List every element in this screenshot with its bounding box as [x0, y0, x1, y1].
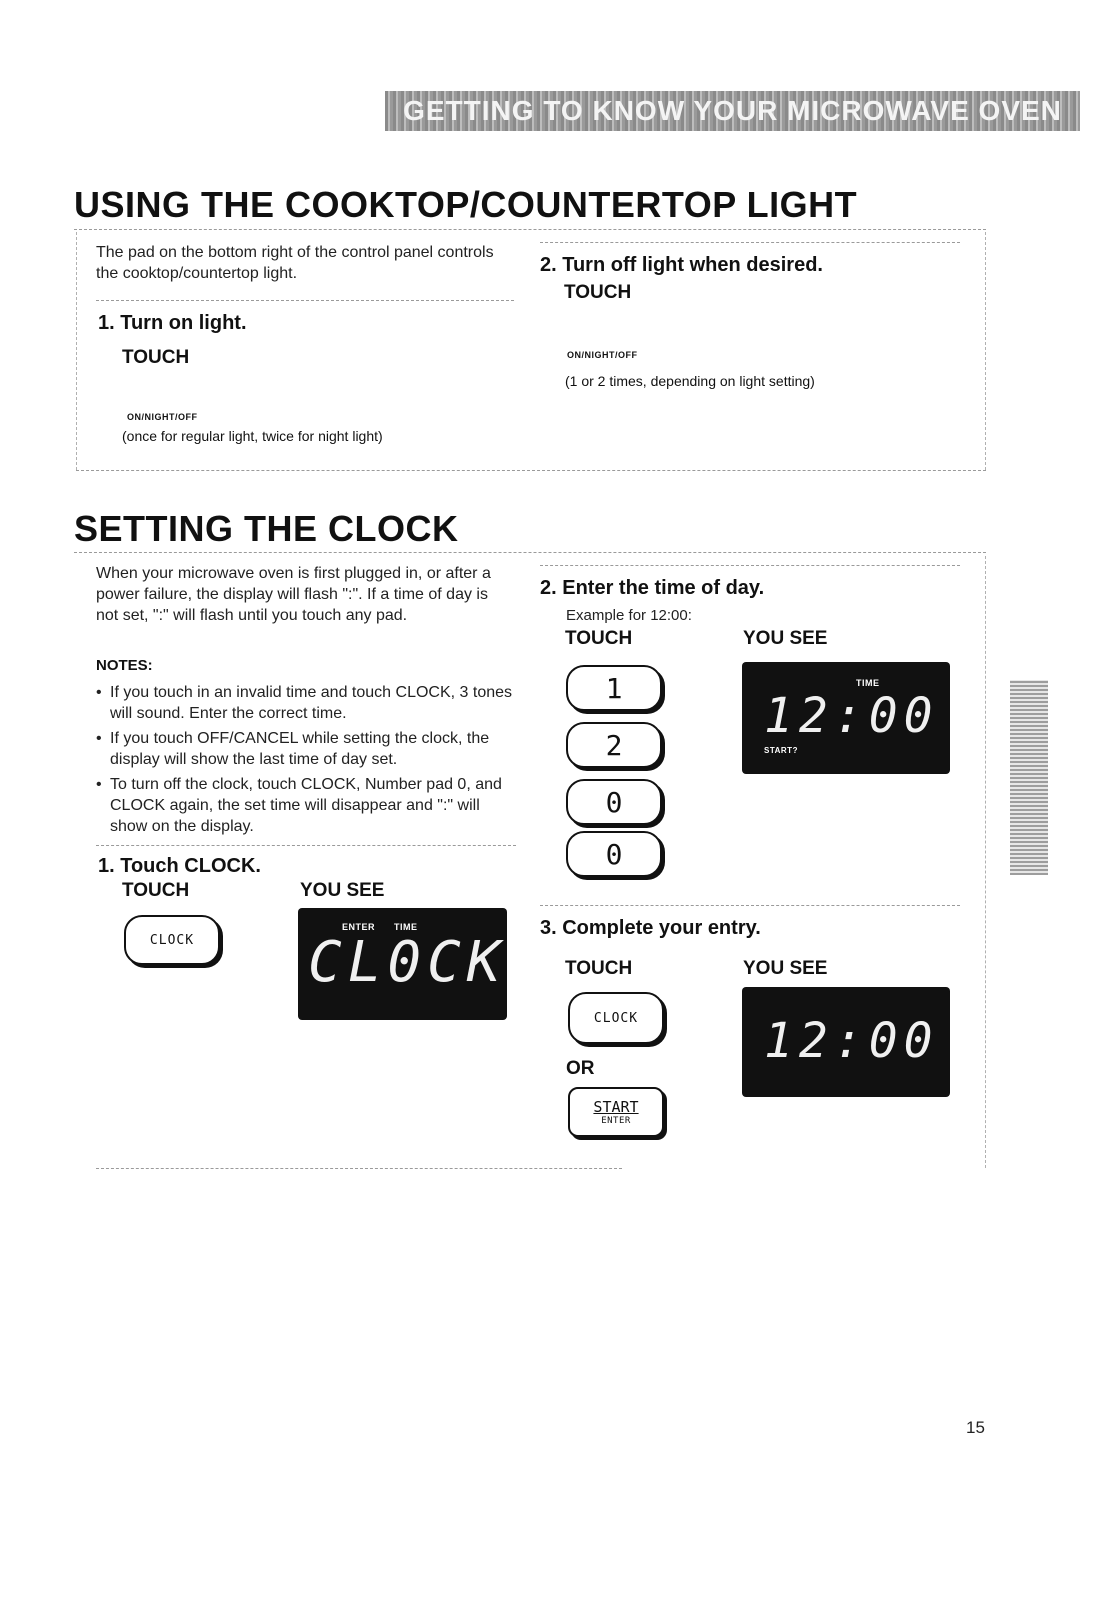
clock-step1-touch-label: TOUCH: [122, 880, 190, 901]
clock-right-rule: [540, 565, 960, 566]
note-item: • If you touch OFF/CANCEL while setting the clock, the display will show the last time of day set.: [96, 728, 521, 770]
light-step2-pad[interactable]: ON/NIGHT/OFF: [567, 350, 638, 360]
number-pad-label: 0: [605, 785, 623, 819]
light-step1-pad[interactable]: ON/NIGHT/OFF: [127, 412, 198, 422]
light-intro-rule: [96, 300, 514, 301]
notes-rule: [96, 845, 516, 846]
clock-step2-touch-label: TOUCH: [565, 628, 633, 649]
clock-step2-title: 2. Enter the time of day.: [540, 577, 765, 599]
clock-step2-you-see-label: YOU SEE: [743, 628, 828, 649]
light-step1-note: (once for regular light, twice for night light): [122, 428, 383, 444]
clock-title-rule: [74, 552, 986, 553]
clock-step2-example: Example for 12:00:: [566, 607, 692, 624]
number-pad-label: 2: [605, 728, 623, 762]
clock-button-label: CLOCK: [593, 1010, 639, 1026]
display-clock-text: CL0CK: [308, 930, 507, 995]
light-right-rule: [540, 242, 960, 243]
clock-button-label: CLOCK: [149, 932, 195, 948]
start-enter-button[interactable]: [568, 1087, 664, 1137]
light-step1-title: 1. Turn on light.: [98, 312, 247, 334]
number-pad-1[interactable]: [566, 665, 662, 711]
number-pad-label: 0: [605, 837, 623, 871]
light-step2-touch-label: TOUCH: [564, 282, 632, 303]
clock-step1-display: [298, 908, 507, 1020]
display-time-label: TIME: [394, 922, 418, 932]
side-tab-decoration: [1010, 680, 1048, 875]
display-enter-label: ENTER: [342, 922, 376, 932]
clock-step3-you-see-label: YOU SEE: [743, 958, 828, 979]
light-step2-note: (1 or 2 times, depending on light setting): [565, 373, 815, 389]
light-intro: The pad on the bottom right of the control panel controls the cooktop/countertop light.: [96, 244, 494, 282]
light-left-border: [76, 232, 77, 470]
clock-step3-touch-label: TOUCH: [565, 958, 633, 979]
light-right-border: [985, 232, 986, 470]
number-pad-label: 1: [605, 671, 623, 705]
page-number: 15: [966, 1418, 985, 1437]
display-time-label: TIME: [856, 678, 880, 688]
notes-list: [96, 682, 521, 841]
clock-button[interactable]: [124, 915, 220, 965]
light-title-rule: [74, 229, 986, 230]
light-section-title: USING THE COOKTOP/COUNTERTOP LIGHT: [74, 184, 858, 225]
start-label: START: [593, 1098, 639, 1116]
light-step2-title: 2. Turn off light when desired.: [540, 254, 823, 276]
step3-rule: [540, 905, 960, 906]
number-pad-0[interactable]: [566, 779, 662, 825]
section-banner: GETTING TO KNOW YOUR MICROWAVE OVEN: [385, 91, 1080, 131]
enter-label: ENTER: [601, 1116, 631, 1126]
note-item: • If you touch in an invalid time and touch CLOCK, 3 tones will sound. Enter the correct time.: [96, 682, 521, 724]
clock-step3-display: [742, 987, 950, 1097]
display-start-label: START?: [764, 746, 798, 755]
clock-step2-display: [742, 662, 950, 774]
clock-step3-title: 3. Complete your entry.: [540, 917, 761, 939]
number-pad-2[interactable]: [566, 722, 662, 768]
light-bottom-rule: [76, 470, 986, 471]
note-item: • To turn off the clock, touch CLOCK, Number pad 0, and CLOCK again, the set time will disappear and ":" will show on the display.: [96, 774, 521, 837]
clock-bottom-rule: [96, 1168, 622, 1169]
clock-section-title: SETTING THE CLOCK: [74, 508, 459, 549]
light-step1-touch-label: TOUCH: [122, 347, 190, 368]
or-label: OR: [566, 1058, 595, 1079]
clock-button[interactable]: [568, 992, 664, 1044]
clock-step1-you-see-label: YOU SEE: [300, 880, 385, 901]
clock-right-border: [985, 556, 986, 1168]
display-time-text: 12:00: [764, 688, 939, 744]
notes-title: NOTES:: [96, 657, 153, 674]
number-pad-0-second[interactable]: [566, 831, 662, 877]
display-time-text: 12:00: [764, 1013, 939, 1069]
clock-intro: When your microwave oven is first plugged in, or after a power failure, the display will flash ":". If a time of day is not set, ":" will flash until you touch any pad.: [96, 565, 491, 624]
clock-step1-title: 1. Touch CLOCK.: [98, 855, 261, 877]
